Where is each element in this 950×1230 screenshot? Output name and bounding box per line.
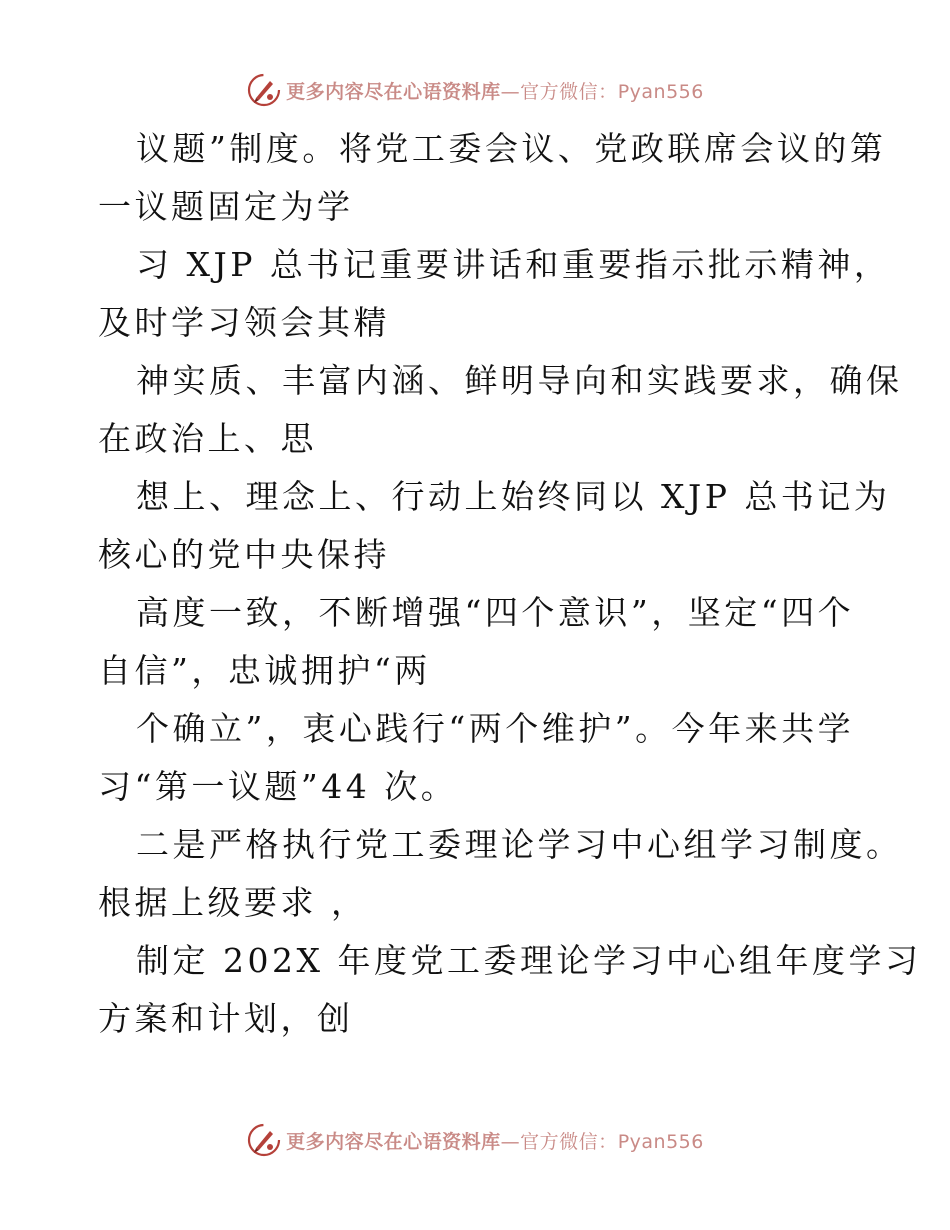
document-body [98,120,922,1048]
text-line: 习“第一议题”44 次。 [98,767,458,806]
footer-watermark [0,1120,950,1160]
watermark-id: Pyan556 [617,1130,704,1153]
text-line: 神实质、丰富内涵、鲜明导向和实践要求，确保 [136,361,903,400]
watermark-main: 更多内容尽在心语资料库 [286,1130,501,1153]
text-line: 个确立”，衷心践行“两个维护”。今年来共学 [136,709,855,748]
text-line: 根据上级要求 ， [98,883,368,922]
text-line: 及时学习领会其精 [98,303,390,342]
brush-logo-icon [246,72,282,108]
watermark-id: Pyan556 [617,80,704,103]
header-watermark [0,70,950,110]
watermark-text [286,1127,704,1154]
watermark-sub: 官方微信： [520,1130,618,1153]
text-line: 方案和计划，创 [98,999,354,1038]
watermark-text [286,77,704,104]
text-line: 想上、理念上、行动上始终同以 XJP 总书记为 [136,477,891,516]
text-line: 在政治上、思 [98,419,317,458]
text-line: 高度一致，不断增强“四个意识”，坚定“四个 [136,593,855,632]
watermark-dash: — [500,1130,521,1153]
watermark-main: 更多内容尽在心语资料库 [286,80,501,103]
text-line: 一议题固定为学 [98,187,354,226]
watermark-sub: 官方微信： [520,80,618,103]
brush-logo-icon [246,1122,282,1158]
text-line: 制定 202X 年度党工委理论学习中心组年度学习 [136,941,922,980]
text-line: 核心的党中央保持 [98,535,390,574]
text-line: 二是严格执行党工委理论学习中心组学习制度。 [136,825,903,864]
text-line: 习 XJP 总书记重要讲话和重要指示批示精神， [136,245,891,284]
text-line: 自信”，忠诚拥护“两 [98,651,431,690]
watermark-dash: — [500,80,521,103]
text-line: 议题”制度。将党工委会议、党政联席会议的第 [136,129,887,168]
